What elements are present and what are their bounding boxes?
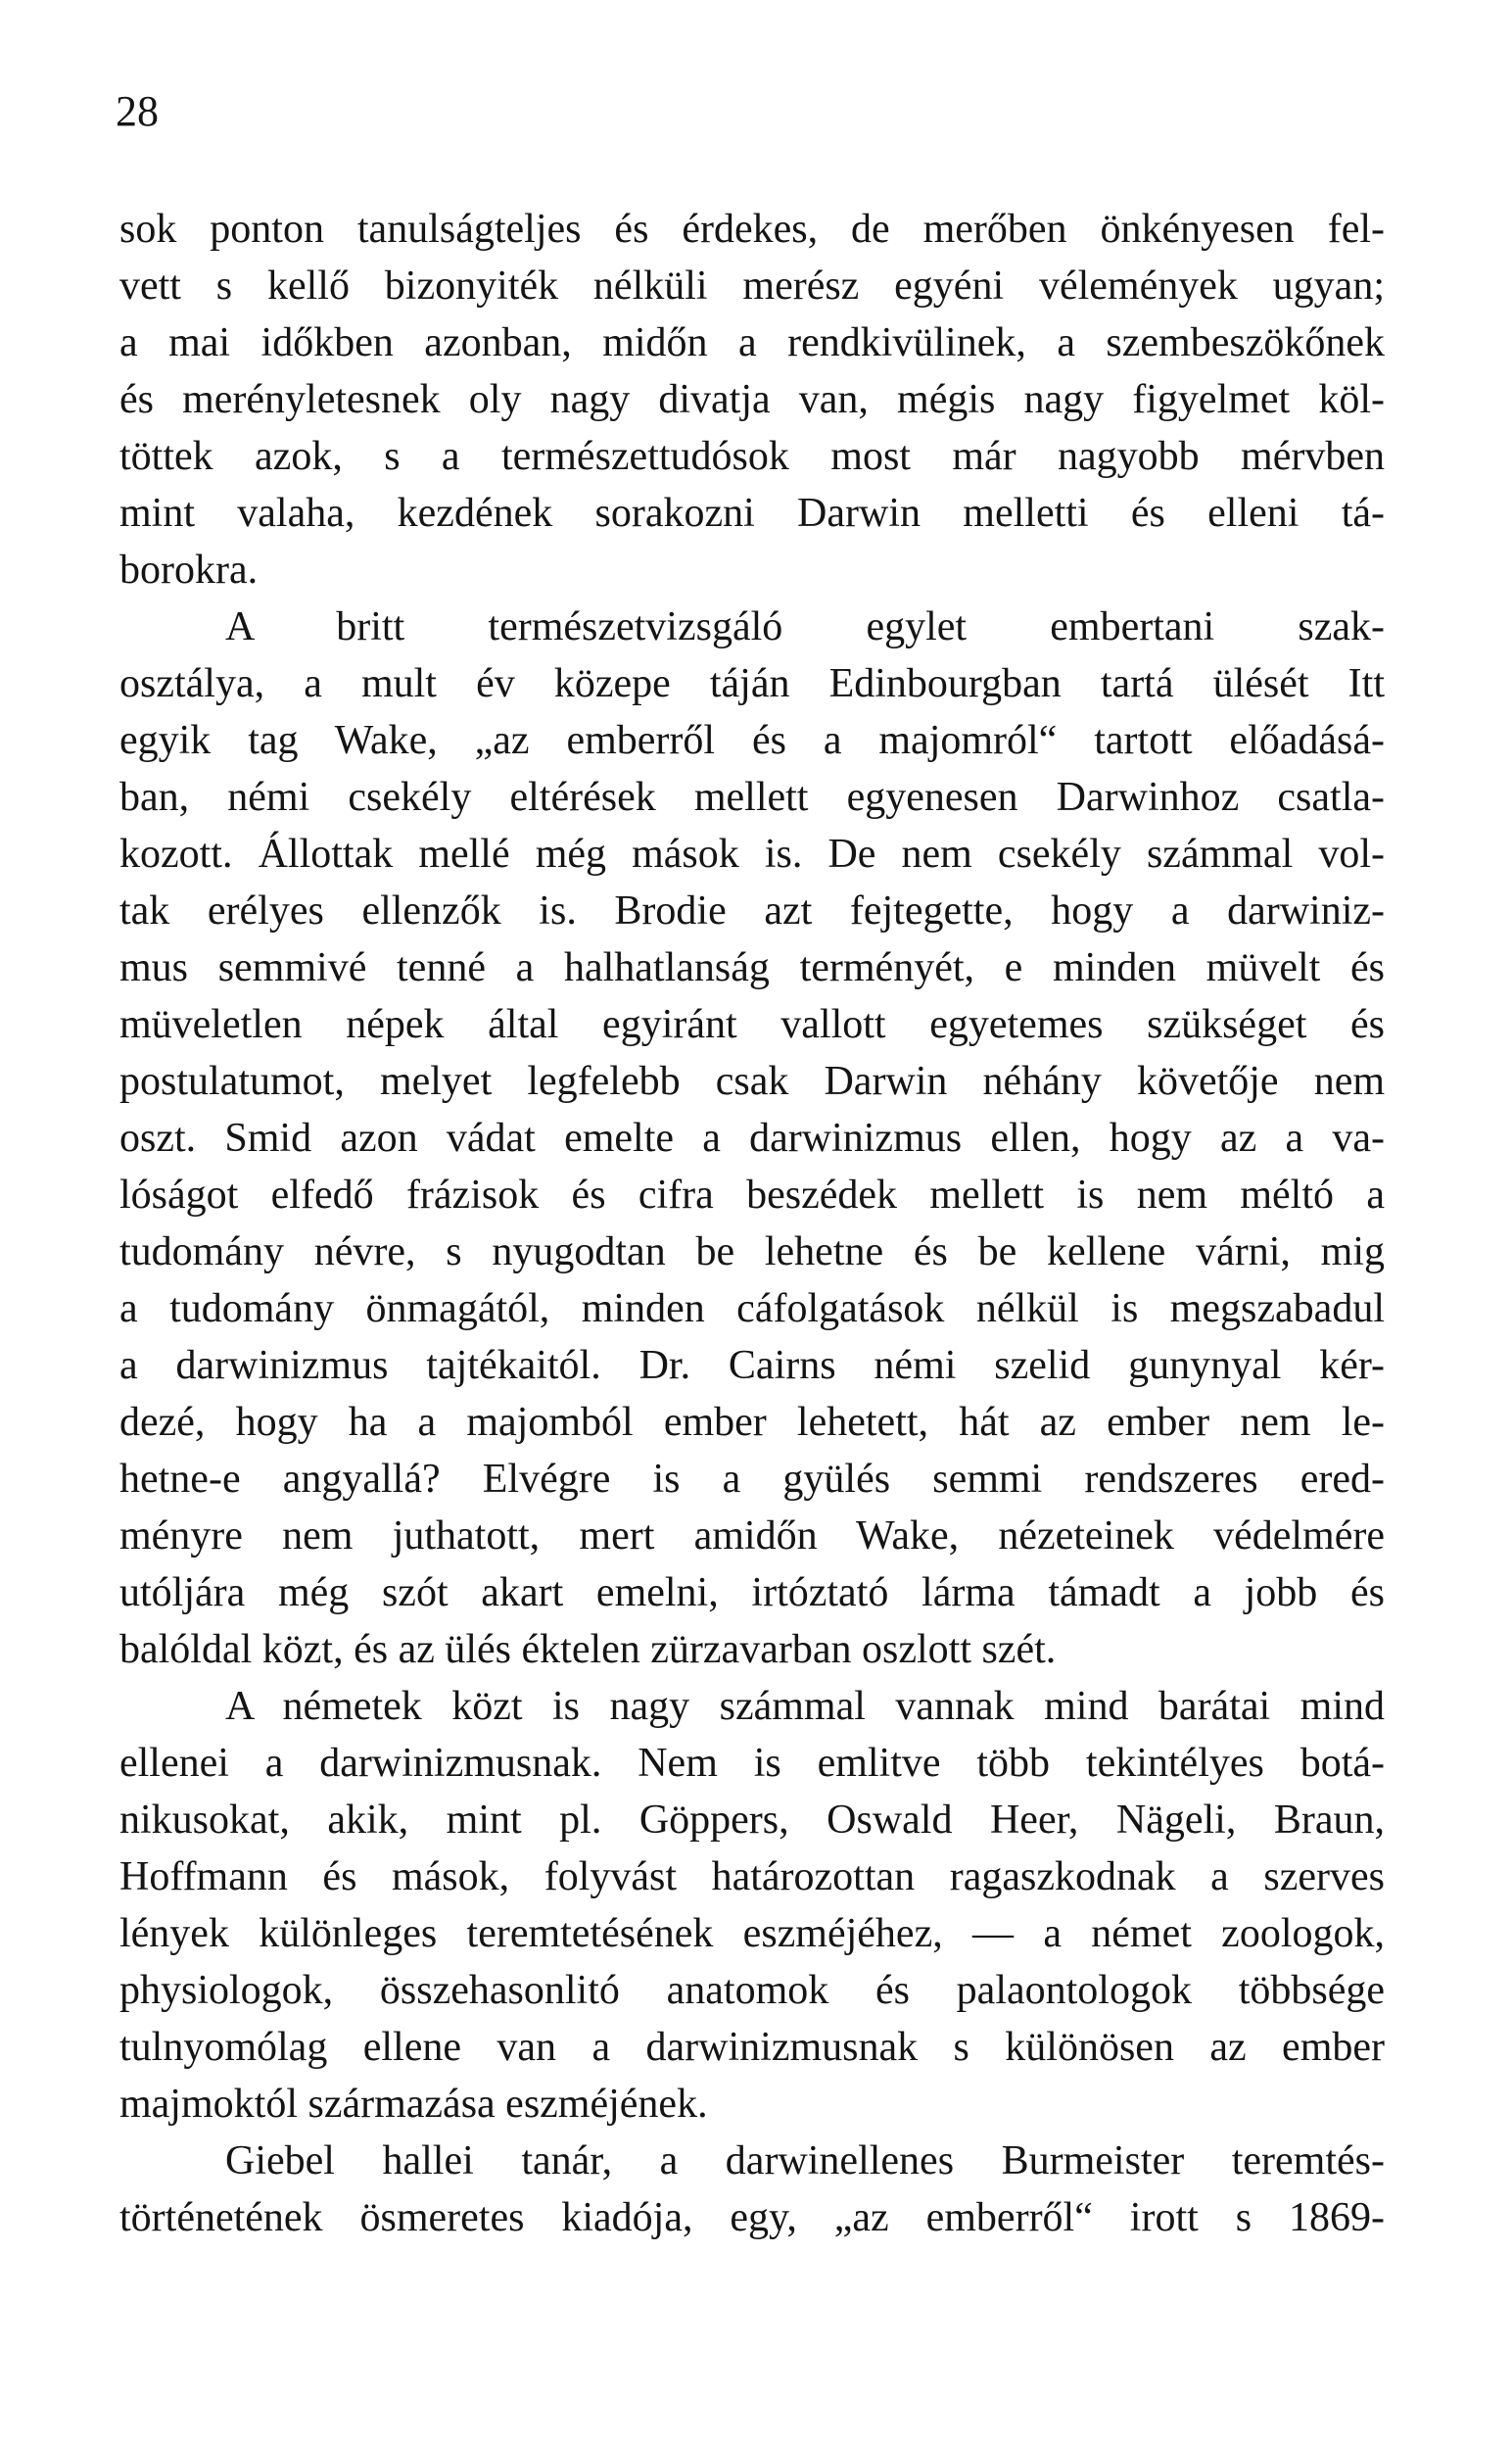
text-line: egyik tag Wake, „az emberről és a majomról“ tartott előadásá- — [119, 718, 1385, 763]
text-line: majmoktól származása eszméjének. — [119, 2082, 708, 2127]
text-line: a darwinizmus tajtékaitól. Dr. Cairns némi szelid gunynyal kér- — [119, 1343, 1385, 1388]
text-line: A britt természetvizsgáló egylet embertani szak- — [225, 604, 1385, 649]
text-line: tak erélyes ellenzők is. Brodie azt fejtegette, hogy a darwiniz- — [119, 888, 1385, 934]
text-line: physiologok, összehasonlitó anatomok és palaontologok többsége — [119, 1968, 1385, 2013]
text-line: oszt. Smid azon vádat emelte a darwinizmus ellen, hogy az a va- — [119, 1116, 1385, 1161]
text-line: dezé, hogy ha a majomból ember lehetett, hát az ember nem le- — [119, 1400, 1385, 1445]
text-line: a mai időkben azonban, midőn a rendkivülinek, a szembeszökőnek — [119, 320, 1385, 365]
text-line: Giebel hallei tanár, a darwinellenes Burmeister teremtés- — [225, 2138, 1385, 2183]
body-text — [119, 201, 1385, 2246]
text-line: lények különleges teremtetésének eszméjéhez, — a német zoologok, — [119, 1911, 1385, 1956]
text-line: A németek közt is nagy számmal vannak mind barátai mind — [225, 1684, 1385, 1729]
text-line: postulatumot, melyet legfelebb csak Darwin néhány követője nem — [119, 1059, 1385, 1104]
text-line: osztálya, a mult év közepe táján Edinbourgban tartá ülését Itt — [119, 661, 1385, 706]
text-line: sok ponton tanulságteljes és érdekes, de merőben önkényesen fel- — [119, 207, 1385, 252]
text-line: lóságot elfedő frázisok és cifra beszédek mellett is nem méltó a — [119, 1173, 1385, 1218]
text-line: ellenei a darwinizmusnak. Nem is emlitve több tekintélyes botá- — [119, 1741, 1385, 1786]
text-line: ban, némi csekély eltérések mellett egyenesen Darwinhoz csatla- — [119, 775, 1385, 820]
text-line: töttek azok, s a természettudósok most már nagyobb mérvben — [119, 434, 1385, 479]
text-line: müveletlen népek által egyiránt vallott egyetemes szükséget és — [119, 1002, 1385, 1047]
text-line: mus semmivé tenné a halhatlanság terményét, e minden müvelt és — [119, 945, 1385, 990]
text-line: borokra. — [119, 548, 259, 593]
text-line: utóljára még szót akart emelni, irtóztató lárma támadt a jobb és — [119, 1570, 1385, 1615]
text-line: tulnyomólag ellene van a darwinizmusnak s különösen az ember — [119, 2025, 1385, 2070]
text-line: és merényletesnek oly nagy divatja van, mégis nagy figyelmet köl- — [119, 377, 1385, 422]
text-line: ményre nem juthatott, mert amidőn Wake, nézeteinek védelmére — [119, 1513, 1385, 1559]
text-line: hetne-e angyallá? Elvégre is a gyülés semmi rendszeres ered- — [119, 1457, 1385, 1502]
text-line: balóldal közt, és az ülés éktelen zürzavarban oszlott szét. — [119, 1627, 1057, 1672]
text-line: vett s kellő bizonyiték nélküli merész egyéni vélemények ugyan; — [119, 264, 1385, 309]
text-line: tudomány névre, s nyugodtan be lehetne és be kellene várni, mig — [119, 1229, 1385, 1274]
text-line: a tudomány önmagától, minden cáfolgatások nélkül is megszabadul — [119, 1286, 1385, 1331]
text-line: történetének ösmeretes kiadója, egy, „az emberről“ irott s 1869- — [119, 2195, 1385, 2240]
page-number: 28 — [116, 87, 159, 135]
text-line: Hoffmann és mások, folyvást határozottan ragaszkodnak a szerves — [119, 1854, 1385, 1899]
text-line: kozott. Állottak mellé még mások is. De nem csekély számmal vol- — [119, 832, 1385, 877]
text-line: mint valaha, kezdének sorakozni Darwin melletti és elleni tá- — [119, 491, 1385, 536]
text-line: nikusokat, akik, mint pl. Göppers, Oswald Heer, Nägeli, Braun, — [119, 1798, 1385, 1843]
